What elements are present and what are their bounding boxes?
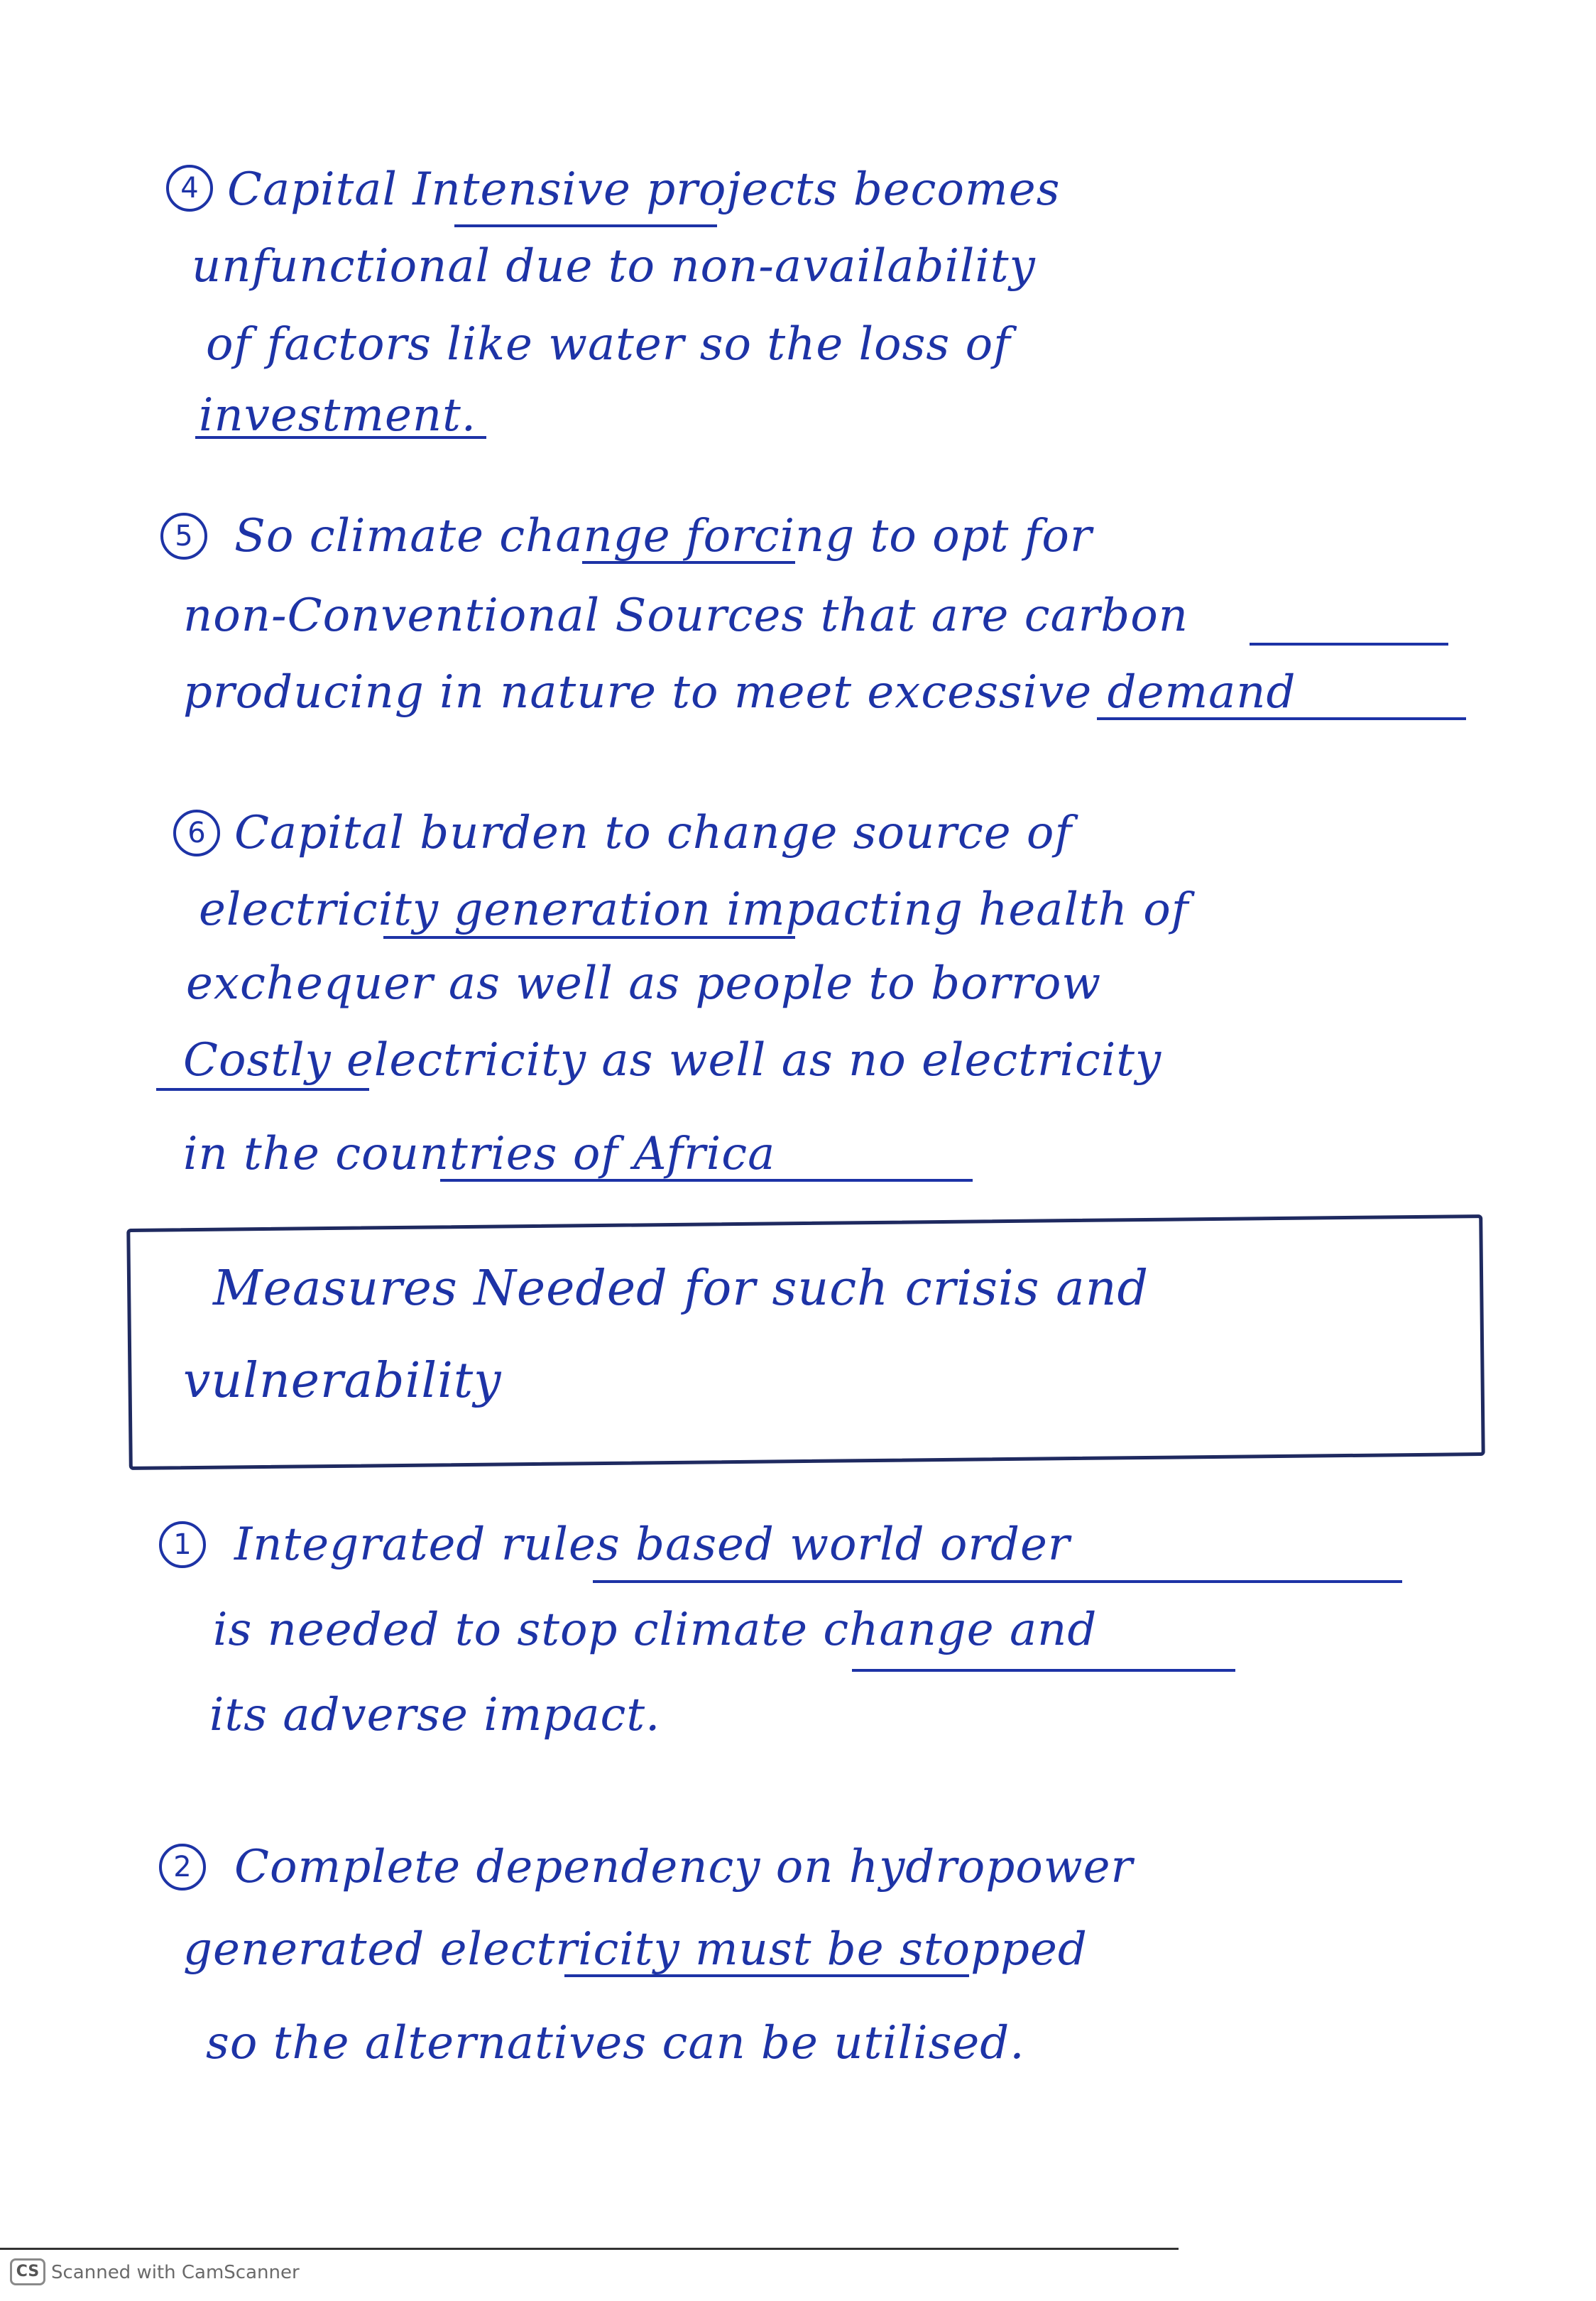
- scanner-watermark-text: Scanned with CamScanner: [51, 2262, 300, 2283]
- point-4-line-2: unfunctional due to non-availability: [192, 240, 1036, 293]
- point-number-6: 6: [173, 810, 220, 856]
- point-number-1: 1: [159, 1521, 206, 1568]
- point-1-line-2: is needed to stop climate change and: [213, 1604, 1098, 1656]
- point-5-line-1: So climate change forcing to opt for: [234, 510, 1093, 562]
- point-number-2: 2: [159, 1844, 206, 1891]
- underline: [593, 1580, 1402, 1583]
- underline: [1097, 717, 1466, 720]
- underline: [195, 436, 486, 439]
- point-6-line-4: Costly electricity as well as no electricity: [183, 1034, 1162, 1087]
- point-number-4: 4: [166, 165, 213, 212]
- point-1-line-3: its adverse impact.: [209, 1689, 661, 1741]
- point-1-line-1: Integrated rules based world order: [234, 1518, 1071, 1571]
- camscanner-logo-icon: CS: [10, 2258, 45, 2285]
- point-2-line-1: Complete dependency on hydropower: [234, 1841, 1134, 1893]
- underline: [582, 561, 795, 564]
- box-heading-line-2: vulnerability: [183, 1353, 502, 1409]
- footer-divider: [0, 2248, 1179, 2250]
- measures-heading-box: [126, 1214, 1485, 1470]
- point-4-line-4: investment.: [199, 389, 477, 442]
- point-2-line-2: generated electricity must be stopped: [183, 1923, 1088, 1976]
- point-number-5: 5: [160, 513, 207, 560]
- underline: [454, 224, 717, 227]
- underline: [564, 1974, 969, 1977]
- point-6-line-5: in the countries of Africa: [183, 1128, 776, 1180]
- box-heading-line-1: Measures Needed for such crisis and: [213, 1261, 1149, 1317]
- point-6-line-1: Capital burden to change source of: [234, 807, 1073, 859]
- point-6-line-2: electricity generation impacting health of: [199, 883, 1189, 936]
- point-5-line-2: non-Conventional Sources that are carbon: [183, 589, 1188, 642]
- underline: [440, 1179, 973, 1182]
- underline: [156, 1088, 369, 1091]
- underline: [1250, 643, 1448, 646]
- underline: [852, 1669, 1235, 1672]
- point-6-line-3: exchequer as well as people to borrow: [186, 957, 1102, 1010]
- point-5-line-3: producing in nature to meet excessive demand: [183, 666, 1296, 719]
- point-4-line-1: Capital Intensive projects becomes: [227, 163, 1061, 216]
- underline: [383, 936, 795, 939]
- point-4-line-3: of factors like water so the loss of: [206, 318, 1011, 371]
- point-2-line-3: so the alternatives can be utilised.: [206, 2017, 1025, 2069]
